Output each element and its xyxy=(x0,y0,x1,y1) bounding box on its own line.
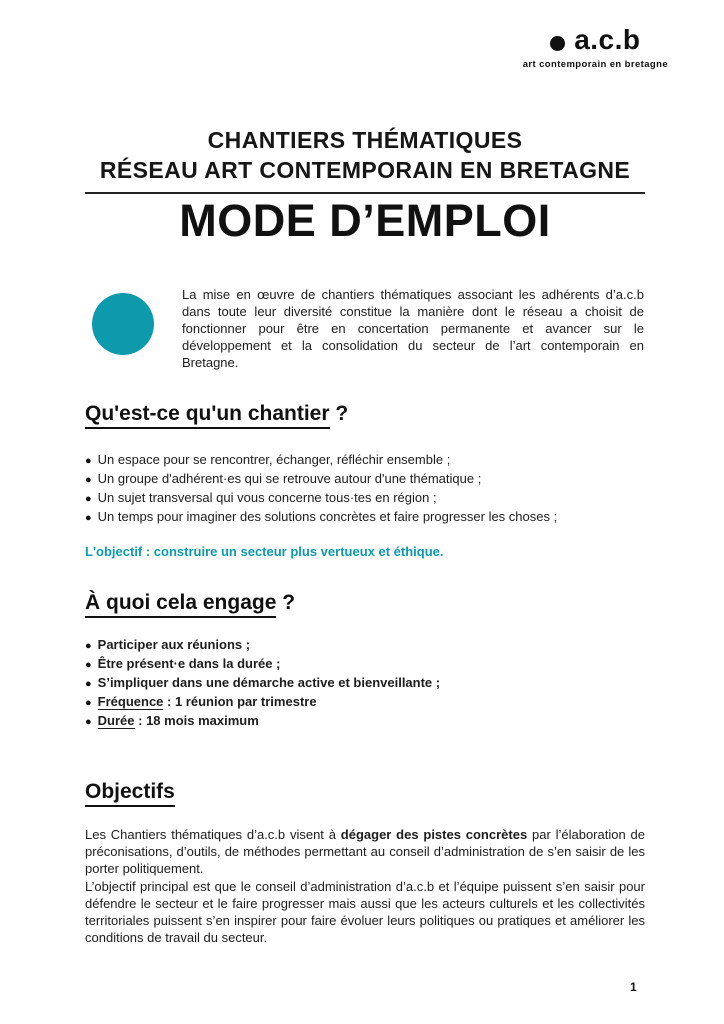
heading-chantier-underlined: Qu'est-ce qu'un chantier xyxy=(85,402,330,429)
bullet-underlined-label: Durée xyxy=(97,713,135,728)
objectifs-paragraph-1 xyxy=(85,826,645,878)
objectifs-body xyxy=(85,826,645,946)
bullet-icon: ● xyxy=(85,474,92,486)
bullet-rest: Être présent·e dans la durée ; xyxy=(97,656,281,671)
logo-name: a.c.b xyxy=(574,24,641,55)
list-item xyxy=(85,712,645,731)
bullet-icon: ● xyxy=(85,716,92,728)
bullet-icon: ● xyxy=(85,640,92,652)
objectifs-p1-bold: dégager des pistes concrètes xyxy=(340,827,528,842)
list-item xyxy=(85,655,645,674)
bullet-icon: ● xyxy=(85,455,92,467)
heading-objectifs-underlined: Objectifs xyxy=(85,780,175,807)
objectifs-p1-end: par l’élaboration de préconisations, d’outils, de méthodes permettant au conseil d’administration de s’en saisir de les porter politiquement. xyxy=(85,827,645,877)
intro-paragraph: La mise en œuvre de chantiers thématiques associant les adhérents d’a.c.b dans toute leur diversité constitue la manière dont le réseau a choisit de fonctionner pour être en concertation permanente et avancer sur le développement et la consolidation du secteur de l’art contemporain en Bretagne. xyxy=(182,287,644,370)
bullet-rest: : 1 réunion par trimestre xyxy=(163,694,317,709)
heading-objectifs xyxy=(85,779,645,805)
bullet-icon: ● xyxy=(85,512,92,524)
bullet-text: Un temps pour imaginer des solutions concrètes et faire progresser les choses ; xyxy=(97,509,558,524)
list-item xyxy=(85,470,645,489)
bullet-icon: ● xyxy=(85,659,92,671)
list-item xyxy=(85,636,645,655)
heading-engage xyxy=(85,590,645,616)
bullet-rest: S’impliquer dans une démarche active et bienveillante ; xyxy=(97,675,441,690)
bullet-text: Un espace pour se rencontrer, échanger, réfléchir ensemble ; xyxy=(97,452,451,467)
logo-tagline: art contemporain en bretagne xyxy=(522,59,668,70)
bullet-text: Un groupe d'adhérent·es qui se retrouve autour d'une thématique ; xyxy=(97,471,482,486)
objective-statement: L'objectif : construire un secteur plus vertueux et éthique. xyxy=(85,544,444,559)
document-content xyxy=(85,0,645,946)
page-number: 1 xyxy=(630,980,637,994)
objectifs-p1-start: Les Chantiers thématiques d’a.c.b visent à xyxy=(85,827,341,842)
heading-engage-suffix: ? xyxy=(276,591,296,614)
list-item xyxy=(85,489,645,508)
bullet-rest: Participer aux réunions ; xyxy=(97,637,251,652)
bullet-text xyxy=(98,655,281,672)
title-line-1: CHANTIERS THÉMATIQUES xyxy=(207,127,523,153)
title-line-2: RÉSEAU ART CONTEMPORAIN EN BRETAGNE xyxy=(99,157,631,183)
main-title: MODE D’EMPLOI xyxy=(179,195,551,246)
objectifs-paragraph-2: L’objectif principal est que le conseil d’administration d’a.c.b et l’équipe puissent s’en saisir pour défendre le secteur et le faire progresser mais aussi que les acteurs culturels et les collectivités territoriales puissent s’en inspirer pour faire évoluer leurs politiques ou pratiques et améliorer les conditions de travail du secteur. xyxy=(85,878,645,946)
bullet-text: Un sujet transversal qui vous concerne tous·tes en région ; xyxy=(97,490,437,505)
intro-section xyxy=(85,283,645,371)
list-item xyxy=(85,508,645,527)
bullet-underlined-label: Fréquence xyxy=(97,694,164,709)
bullet-icon: ● xyxy=(85,697,92,709)
bullet-icon: ● xyxy=(85,493,92,505)
bullet-rest: : 18 mois maximum xyxy=(134,713,259,728)
bullet-text xyxy=(98,636,250,653)
intro-accent-circle xyxy=(92,293,154,355)
bullet-text xyxy=(98,674,440,691)
list-item xyxy=(85,451,645,470)
title-block xyxy=(85,125,645,247)
engage-bullet-list xyxy=(85,636,645,731)
bullet-text xyxy=(98,693,317,710)
bullet-text xyxy=(98,712,259,729)
chantier-bullet-list xyxy=(85,451,645,527)
list-item xyxy=(85,693,645,712)
title-separator xyxy=(85,192,645,194)
list-item xyxy=(85,674,645,693)
heading-chantier xyxy=(85,401,645,427)
heading-engage-underlined: À quoi cela engage xyxy=(85,591,276,618)
bullet-icon: ● xyxy=(85,678,92,690)
heading-chantier-suffix: ? xyxy=(329,402,349,425)
